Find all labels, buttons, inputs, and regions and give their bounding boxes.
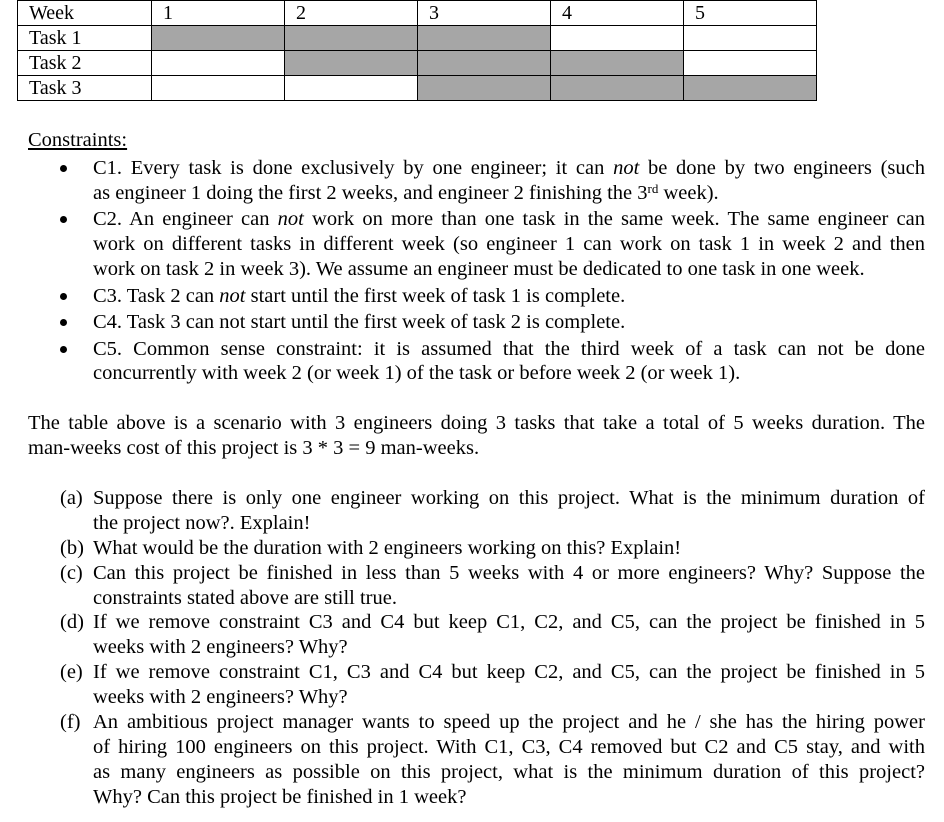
week-header-cell: Week bbox=[18, 1, 152, 26]
week-5-header: 5 bbox=[684, 1, 817, 26]
task-week-cell bbox=[152, 26, 285, 51]
constraint-c1-line2: as engineer 1 doing the first 2 weeks, and engineer 2 finishing the 3rd week). bbox=[93, 181, 719, 204]
task-row bbox=[18, 76, 817, 101]
question-marker: (f) bbox=[60, 711, 81, 733]
bullet-icon bbox=[58, 337, 70, 362]
constraint-c5-line1: C5. Common sense constraint: it is assumed that the third week of a task can not be done bbox=[93, 338, 925, 360]
bullet-icon bbox=[58, 207, 70, 232]
schedule-header-row bbox=[18, 1, 817, 26]
constraint-c4: C4. Task 3 can not start until the first week of task 2 is complete. bbox=[93, 311, 626, 333]
schedule-table bbox=[17, 0, 817, 101]
week-4-header: 4 bbox=[551, 1, 684, 26]
task-week-cell bbox=[418, 51, 551, 76]
week-1-header: 1 bbox=[152, 1, 285, 26]
question-c-line2: constraints stated above are still true. bbox=[93, 587, 397, 609]
question-marker: (b) bbox=[60, 537, 84, 559]
question-marker: (c) bbox=[60, 562, 83, 584]
task-week-cell bbox=[418, 76, 551, 101]
constraint-c1-line1: C1. Every task is done exclusively by one engineer; it can not be done by two engineers (such bbox=[93, 157, 925, 179]
question-e-line2: weeks with 2 engineers? Why? bbox=[93, 686, 348, 708]
task-week-cell bbox=[418, 26, 551, 51]
task-label: Task 1 bbox=[18, 26, 152, 51]
constraint-c5-line2: concurrently with week 2 (or week 1) of the task or before week 2 (or week 1). bbox=[93, 362, 741, 384]
task-week-cell bbox=[285, 26, 418, 51]
task-week-cell bbox=[684, 26, 817, 51]
task-week-cell bbox=[551, 51, 684, 76]
constraint-c2-line1: C2. An engineer can not work on more than one task in the same week. The same engineer can bbox=[93, 208, 925, 230]
week-3-header: 3 bbox=[418, 1, 551, 26]
constraint-c2-line2: work on different tasks in different week (so engineer 1 can work on task 1 in week 2 and then bbox=[93, 233, 925, 255]
scenario-line2: man-weeks cost of this project is 3 * 3 = 9 man-weeks. bbox=[28, 437, 480, 459]
constraint-c3: C3. Task 2 can not start until the first week of task 1 is complete. bbox=[93, 285, 626, 307]
question-c-line1: Can this project be finished in less than 5 weeks with 4 or more engineers? Why? Suppose the bbox=[93, 562, 925, 584]
task-week-cell bbox=[285, 51, 418, 76]
question-marker: (e) bbox=[60, 661, 83, 683]
question-e-line1: If we remove constraint C1, C3 and C4 but keep C2, and C5, can the project be finished in 5 bbox=[93, 661, 925, 683]
task-week-cell bbox=[551, 76, 684, 101]
question-b-line1: What would be the duration with 2 engineers working on this? Explain! bbox=[93, 537, 682, 559]
week-2-header: 2 bbox=[285, 1, 418, 26]
bullet-icon bbox=[58, 156, 70, 181]
task-week-cell bbox=[285, 76, 418, 101]
bullet-icon bbox=[58, 284, 70, 309]
question-f-line1: An ambitious project manager wants to speed up the project and he / she has the hiring power bbox=[93, 711, 925, 733]
question-f-line4: Why? Can this project be finished in 1 week? bbox=[93, 786, 467, 808]
task-week-cell bbox=[152, 51, 285, 76]
question-f-line3: as many engineers as possible on this project, what is the minimum duration of this project? bbox=[93, 761, 925, 783]
question-marker: (d) bbox=[60, 611, 84, 633]
task-week-cell bbox=[684, 51, 817, 76]
constraint-c2-line3: work on task 2 in week 3). We assume an engineer must be dedicated to one task in one week. bbox=[93, 258, 865, 280]
task-week-cell bbox=[551, 26, 684, 51]
task-row bbox=[18, 51, 817, 76]
question-a-line2: the project now?. Explain! bbox=[93, 512, 311, 534]
task-week-cell bbox=[684, 76, 817, 101]
scenario-line1: The table above is a scenario with 3 engineers doing 3 tasks that take a total of 5 weeks duration. The bbox=[28, 412, 925, 434]
question-d-line1: If we remove constraint C3 and C4 but keep C1, C2, and C5, can the project be finished in 5 bbox=[93, 611, 925, 633]
task-week-cell bbox=[152, 76, 285, 101]
task-row bbox=[18, 26, 817, 51]
bullet-icon bbox=[58, 310, 70, 335]
question-f-line2: of hiring 100 engineers on this project. With C1, C3, C4 removed but C2 and C5 stay, and with bbox=[93, 736, 925, 758]
question-marker: (a) bbox=[60, 487, 83, 509]
constraints-heading: Constraints: bbox=[28, 129, 128, 151]
task-label: Task 2 bbox=[18, 51, 152, 76]
task-label: Task 3 bbox=[18, 76, 152, 101]
question-d-line2: weeks with 2 engineers? Why? bbox=[93, 636, 348, 658]
question-a-line1: Suppose there is only one engineer working on this project. What is the minimum duration of bbox=[93, 487, 925, 509]
